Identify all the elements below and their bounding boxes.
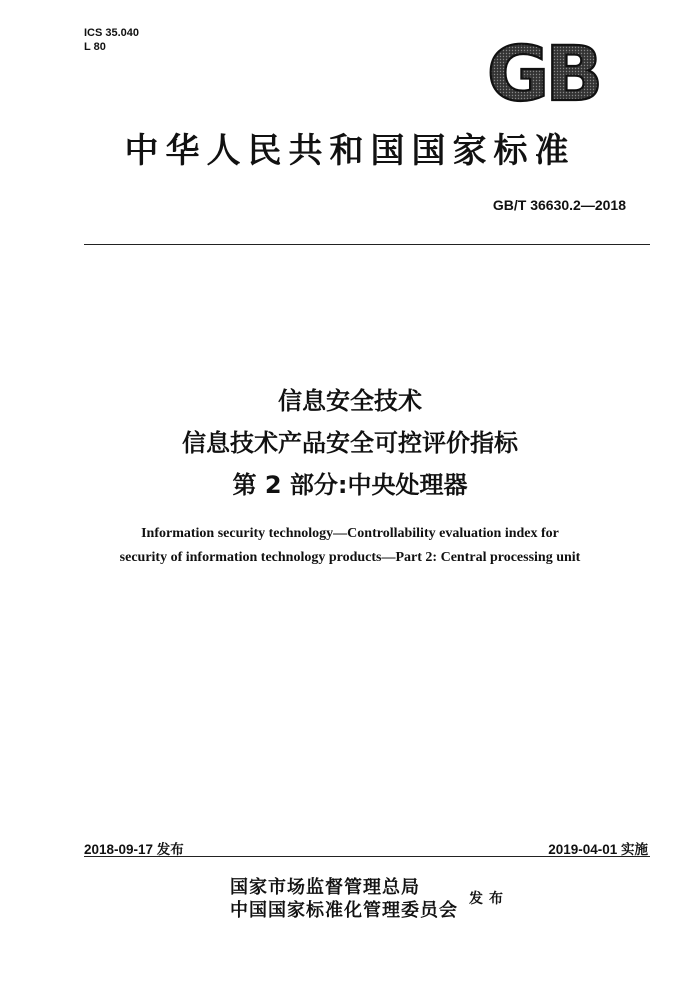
ccs-code: L 80: [84, 41, 106, 53]
ics-code: ICS 35.040: [84, 27, 140, 39]
title-en: [90, 522, 610, 570]
issuer-samr: 国家市场监督管理总局: [230, 877, 420, 898]
footer-divider: [84, 856, 650, 857]
implementation-date: 2019-04-01 实施: [548, 842, 648, 857]
title-cn-line3: 第 2 部分:中央处理器: [232, 471, 468, 499]
issue-date: 2018-09-17 发布: [84, 842, 184, 857]
svg-text:GB: GB: [486, 40, 600, 104]
standard-number: GB/T 36630.2—2018: [492, 197, 626, 213]
issuing-authorities: [230, 876, 458, 922]
title-en-line1: Information security technology—Controllability evaluation index for: [141, 526, 559, 541]
title-en-line2: security of information technology products—Part 2: Central processing unit: [119, 550, 581, 565]
title-cn-line1: 信息安全技术: [278, 387, 422, 415]
issuer-sac: 中国国家标准化管理委员会: [230, 900, 458, 921]
title-cn-line2: 信息技术产品安全可控评价指标: [182, 429, 518, 457]
national-standard-title: 中华人民共和国国家标准: [124, 131, 576, 171]
classification-codes: [84, 26, 139, 54]
gb-logo: [478, 40, 608, 104]
header-divider: [84, 244, 650, 245]
publish-label: 发布: [469, 891, 509, 907]
